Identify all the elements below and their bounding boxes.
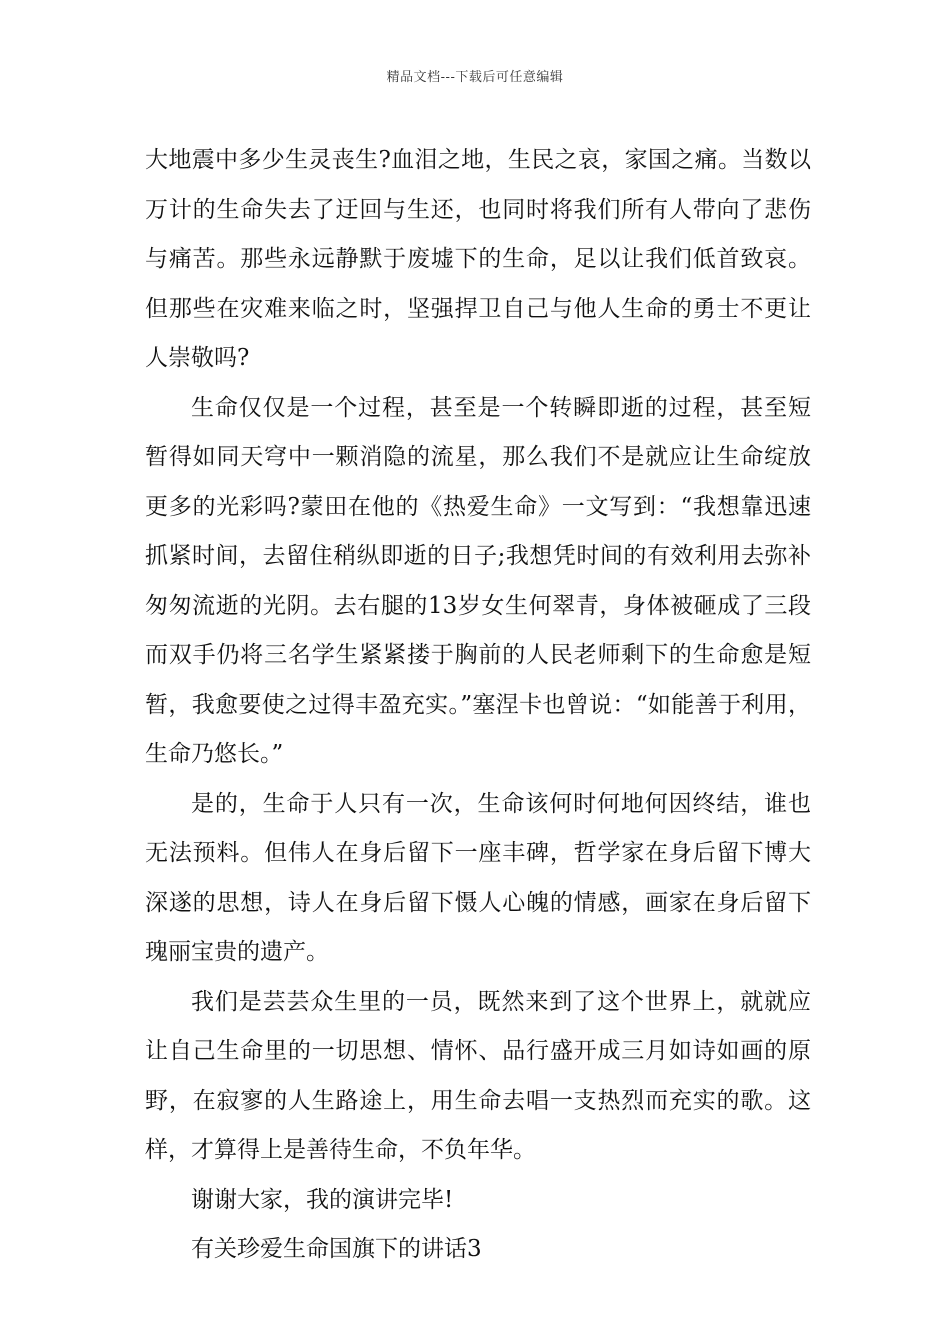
closing-line: 谢谢大家，我的演讲完毕! [191, 1186, 454, 1213]
paragraph-2: 生命仅仅是一个过程，甚至是一个转瞬即逝的过程，甚至短暂得如同天穹中一颗消隐的流星，那么我们不是就应让生命绽放更多的光彩吗?蒙田在他的《热爱生命》一文写到：“我想靠迅速抓紧时间，去留住稍纵即逝的日子;我想凭时间的有效利用去弥补匆匆流逝的光阴。去右腿的13岁女生何翠青，身体被砸成了三段而双手仍将三名学生紧紧搂于胸前的人民老师剩下的生命愈是短暂，我愈要使之过得丰盈充实。”塞涅卡也曾说：“如能善于利用，生命乃悠长。” [145, 394, 811, 767]
section-title: 有关珍爱生命国旗下的讲话3 [191, 1236, 482, 1262]
document-body [145, 136, 811, 1275]
paragraph-4: 我们是芸芸众生里的一员，既然来到了这个世界上，就就应让自己生命里的一切思想、情怀、品行盛开成三月如诗如画的原野，在寂寥的人生路途上，用生命去唱一支热烈而充实的歌。这样，才算得上是善待生命，不负年华。 [145, 988, 811, 1163]
paragraph-1: 大地震中多少生灵丧生?血泪之地，生民之哀，家国之痛。当数以万计的生命失去了迂回与生还，也同时将我们所有人带向了悲伤与痛苦。那些永远静默于废墟下的生命，足以让我们低首致哀。但那些在灾难来临之时，坚强捍卫自己与他人生命的勇士不更让人崇敬吗? [145, 147, 811, 371]
page-header: 精品文档---下载后可任意编辑 [386, 70, 564, 85]
paragraph-3: 是的，生命于人只有一次，生命该何时何地何因终结，谁也无法预料。但伟人在身后留下一座丰碑，哲学家在身后留下博大深遂的思想，诗人在身后留下慑人心魄的情感，画家在身后留下瑰丽宝贵的遗产。 [145, 790, 811, 965]
